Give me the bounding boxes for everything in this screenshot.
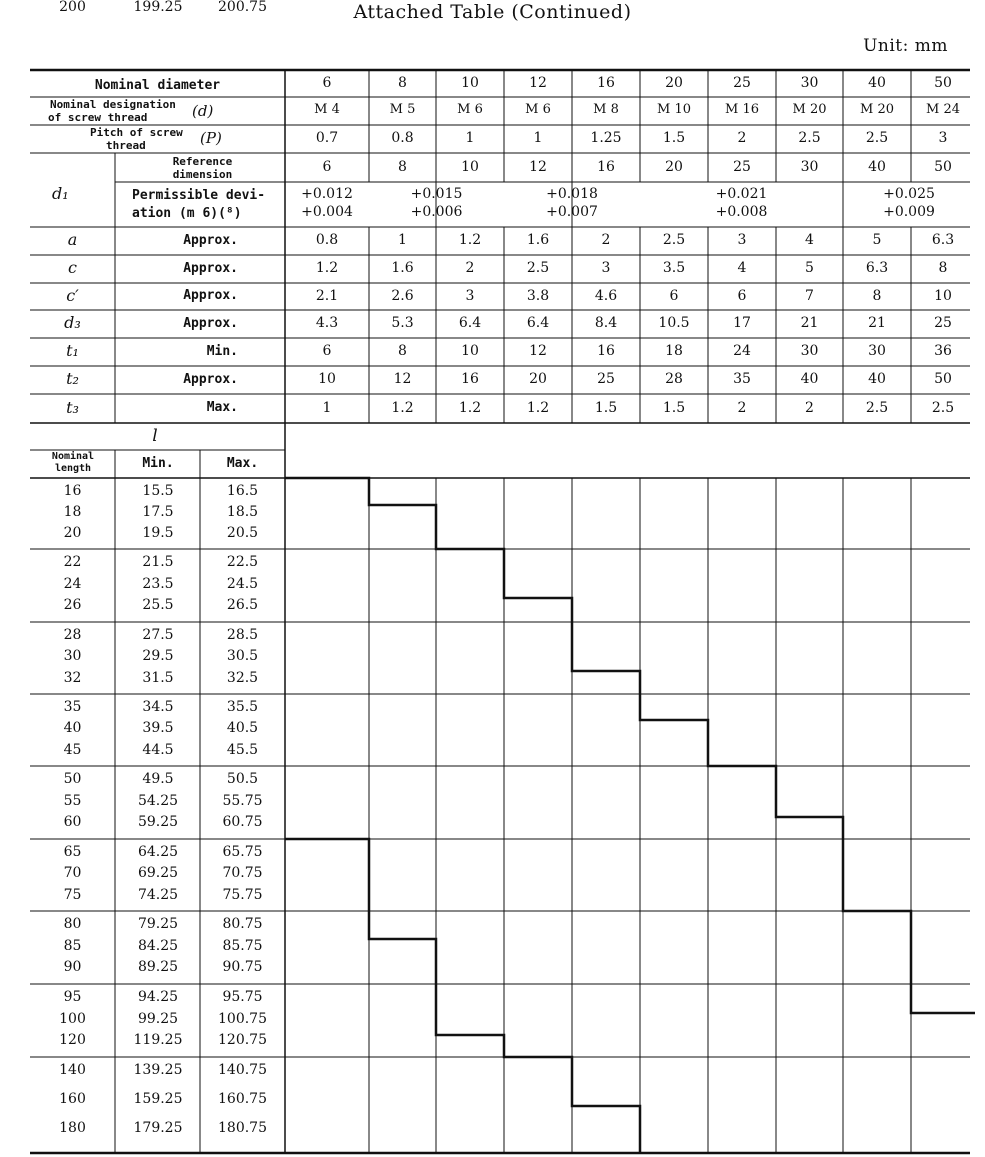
reference-cell: 30	[800, 159, 819, 175]
dimension-value: 20	[529, 371, 547, 387]
dimension-value: 8	[398, 343, 407, 359]
dimension-value: 36	[934, 343, 952, 359]
length-min: 39.5	[142, 720, 174, 736]
length-max: 180.75	[218, 1120, 267, 1136]
dimension-value: 1.2	[458, 232, 482, 248]
reference-cell: 20	[665, 159, 683, 175]
pitch-cell: 0.8	[391, 130, 414, 146]
dimension-value: 6	[669, 288, 679, 304]
dimension-qualifier: Min.	[206, 344, 238, 359]
nominal-length: 18	[63, 504, 82, 520]
designation-cell: M 6	[457, 102, 483, 117]
pitch-cell: 3	[938, 130, 948, 146]
nominal-length-line2: length	[54, 463, 92, 474]
length-max: 20.5	[226, 525, 259, 541]
pitch-cell: 2.5	[798, 130, 821, 146]
designation-cell: M 10	[657, 102, 691, 117]
length-min: 27.5	[142, 627, 174, 643]
length-max: 55.75	[222, 793, 263, 809]
length-min: 99.25	[137, 1011, 179, 1027]
length-min: 49.5	[142, 771, 174, 787]
reference-cell: 40	[868, 159, 886, 175]
dimension-qualifier: Approx.	[183, 288, 238, 303]
length-min: 23.5	[142, 576, 174, 592]
dimension-value: 1.5	[662, 400, 686, 416]
deviation-upper: +0.025	[883, 186, 935, 202]
length-min: 44.5	[142, 742, 174, 758]
length-max: 95.75	[222, 989, 263, 1005]
nominal-length: 200	[59, 0, 86, 15]
nominal-length: 35	[63, 699, 82, 715]
dimension-value: 24	[733, 343, 751, 359]
length-min: 94.25	[137, 989, 179, 1005]
nominal-length: 30	[63, 648, 82, 664]
pitch-cell: 1	[533, 130, 543, 146]
reference-cell: 16	[597, 159, 615, 175]
nominal-length: 26	[63, 597, 82, 613]
length-max: 100.75	[218, 1011, 267, 1027]
length-max: 50.5	[226, 771, 259, 787]
dimension-value: 2.5	[662, 232, 686, 248]
length-min: 15.5	[142, 483, 174, 499]
dimension-value: 1.2	[315, 260, 339, 276]
nominal-diameter-label: Nominal diameter	[94, 78, 221, 93]
nominal-length: 32	[63, 670, 82, 686]
dimension-value: 1.2	[526, 400, 550, 416]
dimension-qualifier: Approx.	[183, 233, 238, 248]
deviation-lower: +0.009	[883, 204, 935, 220]
length-min: 79.25	[137, 916, 179, 932]
nominal-length: 16	[63, 483, 82, 499]
dimension-value: 1.6	[391, 260, 414, 276]
nominal-length: 85	[63, 938, 82, 954]
nominal-length: 50	[63, 771, 82, 787]
length-max: 120.75	[218, 1032, 267, 1048]
dimension-value: 2.5	[865, 400, 889, 416]
length-max: 60.75	[222, 814, 263, 830]
designation-cell: M 5	[389, 102, 416, 117]
dimension-value: 40	[800, 371, 819, 387]
diameter-cell: 20	[665, 75, 683, 91]
nominal-length: 140	[59, 1062, 86, 1078]
nominal-length: 24	[63, 576, 82, 592]
dimension-value: 6.4	[526, 315, 550, 331]
dimension-value: 16	[597, 343, 615, 359]
nominal-length-line1: Nominal	[51, 451, 95, 462]
nominal-length: 75	[63, 887, 82, 903]
length-min: 199.25	[133, 0, 183, 15]
length-min: 54.25	[137, 793, 179, 809]
dimension-value: 0.8	[315, 232, 339, 248]
designation-cell: M 16	[725, 102, 759, 117]
dimension-value: 21	[868, 315, 886, 331]
pitch-symbol: (P)	[200, 129, 222, 147]
length-max: 160.75	[218, 1091, 267, 1107]
dimension-qualifier: Max.	[206, 400, 238, 415]
length-min: 21.5	[142, 554, 174, 570]
length-min: 74.25	[137, 887, 179, 903]
diameter-cell: 10	[461, 75, 479, 91]
diameter-cell: 50	[934, 75, 952, 91]
reference-cell: 25	[733, 159, 751, 175]
dimension-symbol: c′	[66, 286, 79, 305]
pitch-cell: 2	[737, 130, 747, 146]
length-min: 31.5	[142, 670, 174, 686]
diameter-cell: 16	[597, 75, 615, 91]
nominal-length: 40	[63, 720, 82, 736]
reference-cell: 6	[322, 159, 332, 175]
nominal-length: 60	[63, 814, 82, 830]
dimension-value: 2.5	[931, 400, 955, 416]
dimension-value: 3.8	[526, 288, 550, 304]
dimension-symbol: a	[67, 230, 78, 249]
designation-cell: M 20	[860, 102, 894, 117]
dimension-value: 2	[465, 260, 475, 276]
reference-cell: 8	[398, 159, 407, 175]
length-max: 35.5	[226, 699, 259, 715]
dimension-value: 4.6	[594, 288, 618, 304]
nominal-length: 95	[63, 989, 82, 1005]
nominal-length: 55	[63, 793, 82, 809]
deviation-lower: +0.004	[301, 204, 353, 220]
deviation-upper: +0.012	[301, 186, 353, 202]
diameter-cell: 30	[800, 75, 819, 91]
dimension-value: 2.6	[391, 288, 414, 304]
length-max: 32.5	[226, 670, 259, 686]
length-min: 69.25	[137, 865, 179, 881]
length-max: 22.5	[226, 554, 259, 570]
dimension-value: 10.5	[658, 315, 690, 331]
dimension-value: 50	[934, 371, 952, 387]
deviation-upper: +0.021	[715, 186, 768, 202]
length-max: 40.5	[226, 720, 259, 736]
dimension-value: 8	[938, 260, 948, 276]
designation-label-line1: Nominal designation	[50, 98, 176, 111]
diameter-cell: 8	[398, 75, 407, 91]
diameter-cell: 6	[322, 75, 332, 91]
length-max: 16.5	[226, 483, 259, 499]
dimension-value: 5.3	[391, 315, 414, 331]
length-min: 59.25	[137, 814, 179, 830]
nominal-length: 65	[63, 844, 82, 860]
length-min: 64.25	[137, 844, 179, 860]
nominal-length: 160	[59, 1091, 86, 1107]
pitch-cell: 1.5	[662, 130, 686, 146]
deviation-lower: +0.007	[546, 204, 598, 220]
reference-cell: 50	[934, 159, 952, 175]
dimension-qualifier: Approx.	[183, 372, 238, 387]
dimension-value: 25	[597, 371, 615, 387]
pitch-label-line2: thread	[106, 139, 146, 152]
dimension-value: 3.5	[662, 260, 686, 276]
dimension-value: 30	[868, 343, 886, 359]
deviation-label-line2: ation (m 6)(⁸)	[132, 206, 242, 221]
dimension-value: 10	[461, 343, 479, 359]
dimension-value: 1.5	[594, 400, 618, 416]
max-header: Max.	[226, 456, 259, 471]
length-max: 30.5	[226, 648, 259, 664]
length-max: 28.5	[226, 627, 259, 643]
length-min: 19.5	[142, 525, 174, 541]
upper-range-boundary	[285, 478, 975, 1013]
dimension-qualifier: Approx.	[183, 261, 238, 276]
dimension-value: 5	[872, 232, 882, 248]
length-max: 200.75	[218, 0, 267, 15]
dimension-qualifier: Approx.	[183, 316, 238, 331]
nominal-length: 120	[59, 1032, 86, 1048]
dimension-value: 35	[733, 371, 751, 387]
length-min: 29.5	[142, 648, 174, 664]
dimension-value: 21	[800, 315, 819, 331]
dimension-value: 2	[601, 232, 611, 248]
designation-cell: M 6	[525, 102, 551, 117]
lower-range-boundary	[285, 839, 640, 1152]
length-min: 89.25	[137, 959, 179, 975]
length-min: 25.5	[142, 597, 174, 613]
length-min: 159.25	[133, 1091, 183, 1107]
dimension-value: 2.1	[315, 288, 339, 304]
nominal-length: 20	[63, 525, 82, 541]
nominal-length: 45	[63, 742, 82, 758]
designation-cell: M 4	[314, 102, 340, 117]
dimension-value: 12	[393, 371, 412, 387]
dimension-value: 1	[322, 400, 332, 416]
dimension-value: 18	[665, 343, 683, 359]
dimension-value: 6	[737, 288, 747, 304]
nominal-length: 70	[63, 865, 82, 881]
page-title: Attached Table (Continued)	[353, 1, 632, 23]
dimension-value: 6	[322, 343, 332, 359]
unit-label: Unit: mm	[863, 36, 948, 56]
diameter-cell: 25	[733, 75, 751, 91]
reference-cell: 12	[529, 159, 547, 175]
dimension-value: 1.2	[458, 400, 482, 416]
length-max: 80.75	[222, 916, 263, 932]
dimension-value: 30	[800, 343, 819, 359]
designation-symbol: (d)	[192, 102, 214, 120]
dimension-value: 10	[934, 288, 952, 304]
nominal-length: 22	[63, 554, 82, 570]
pitch-cell: 0.7	[315, 130, 339, 146]
dimension-value: 3	[737, 232, 747, 248]
dimension-value: 4.3	[315, 315, 339, 331]
length-max: 18.5	[226, 504, 259, 520]
length-max: 24.5	[226, 576, 259, 592]
dimension-value: 4	[737, 260, 747, 276]
diameter-cell: 40	[868, 75, 886, 91]
dimension-value: 8	[872, 288, 882, 304]
reference-label-line2: dimension	[172, 168, 233, 181]
nominal-length: 100	[59, 1011, 86, 1027]
nominal-length: 180	[59, 1120, 86, 1136]
dimension-value: 4	[805, 232, 814, 248]
designation-cell: M 24	[926, 102, 960, 117]
dimension-value: 1	[398, 232, 407, 248]
dimension-symbol: t₃	[66, 398, 79, 417]
nominal-length: 28	[63, 627, 82, 643]
length-symbol: l	[152, 426, 158, 446]
dimension-symbol: c	[68, 258, 77, 277]
dimension-value: 28	[665, 371, 683, 387]
length-min: 139.25	[133, 1062, 183, 1078]
dimension-value: 6.3	[931, 232, 955, 248]
dimension-value: 1.6	[526, 232, 550, 248]
length-max: 140.75	[218, 1062, 267, 1078]
deviation-label-line1: Permissible devi-	[132, 188, 266, 203]
reference-cell: 10	[461, 159, 479, 175]
length-min: 179.25	[133, 1120, 183, 1136]
length-max: 45.5	[226, 742, 259, 758]
pitch-label-line1: Pitch of screw	[90, 126, 183, 139]
dimension-value: 3	[601, 260, 611, 276]
dimension-value: 6.3	[865, 260, 889, 276]
designation-cell: M 20	[792, 102, 827, 117]
reference-label-line1: Reference	[172, 155, 233, 168]
dimension-value: 8.4	[594, 315, 618, 331]
dimension-value: 16	[461, 371, 479, 387]
dimension-symbol: t₂	[66, 369, 79, 388]
deviation-lower: +0.006	[410, 204, 463, 220]
dimension-value: 12	[529, 343, 547, 359]
length-max: 65.75	[222, 844, 263, 860]
dimension-value: 2.5	[526, 260, 550, 276]
dimension-value: 2	[737, 400, 747, 416]
dimension-value: 7	[805, 288, 814, 304]
dimension-value: 10	[318, 371, 336, 387]
dimension-value: 6.4	[458, 315, 482, 331]
length-max: 85.75	[222, 938, 263, 954]
pitch-cell: 2.5	[865, 130, 889, 146]
length-max: 75.75	[222, 887, 263, 903]
nominal-length: 80	[63, 916, 82, 932]
dimension-value: 2	[805, 400, 814, 416]
dimension-symbol: t₁	[66, 341, 79, 360]
length-max: 26.5	[226, 597, 259, 613]
d1-symbol: d₁	[52, 184, 69, 203]
length-max: 70.75	[222, 865, 263, 881]
dimension-value: 1.2	[391, 400, 414, 416]
dimension-value: 40	[868, 371, 886, 387]
length-min: 34.5	[142, 699, 174, 715]
length-min: 119.25	[133, 1032, 183, 1048]
dimension-value: 5	[805, 260, 814, 276]
length-min: 84.25	[137, 938, 179, 954]
designation-cell: M 8	[593, 102, 619, 117]
pitch-cell: 1.25	[590, 130, 622, 146]
min-header: Min.	[142, 456, 174, 471]
deviation-lower: +0.008	[715, 204, 768, 220]
dimension-value: 3	[465, 288, 475, 304]
length-max: 90.75	[222, 959, 263, 975]
deviation-upper: +0.015	[410, 186, 463, 202]
dimension-value: 25	[934, 315, 952, 331]
dimension-value: 17	[733, 315, 751, 331]
designation-label-line2: of screw thread	[48, 111, 148, 124]
diameter-cell: 12	[529, 75, 547, 91]
dimension-symbol: d₃	[64, 313, 81, 332]
length-min: 17.5	[142, 504, 174, 520]
nominal-length: 90	[63, 959, 82, 975]
deviation-upper: +0.018	[546, 186, 598, 202]
pitch-cell: 1	[465, 130, 475, 146]
